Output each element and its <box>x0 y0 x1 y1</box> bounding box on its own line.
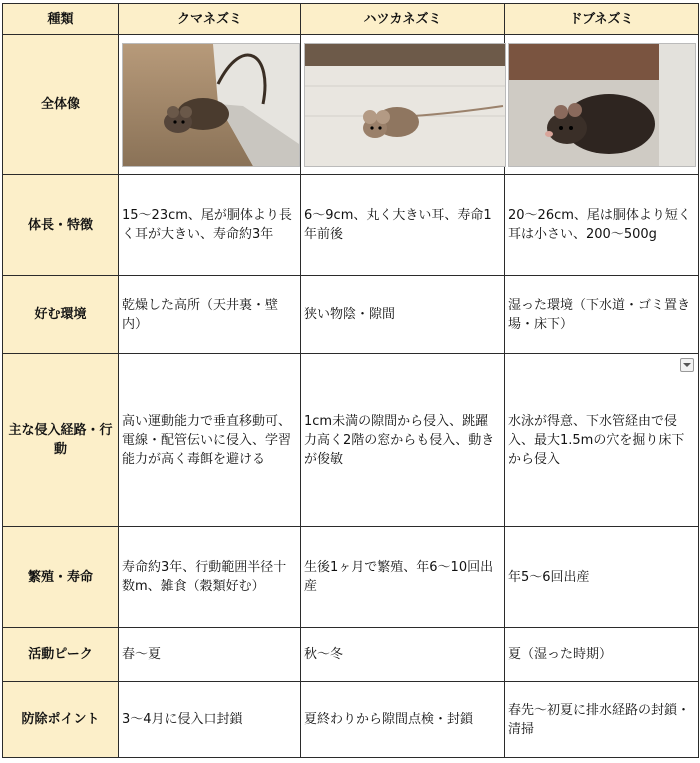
cell-roof-rat-prevention: 3〜4月に侵入口封鎖 <box>119 682 301 758</box>
roof-rat-photo <box>122 43 300 167</box>
cell-brown-rat-entry[interactable] <box>505 354 699 527</box>
table-row <box>3 354 699 527</box>
table-row <box>3 628 699 682</box>
cell-roof-rat-breeding: 寿命約3年、行動範囲半径十数m、雑食（穀類好む） <box>119 527 301 628</box>
brown-rat-photo <box>508 43 696 167</box>
cell-dropdown-icon[interactable] <box>680 358 694 372</box>
photo-cell-house-mouse <box>301 35 505 175</box>
cell-roof-rat-habitat: 乾燥した高所（天井裏・壁内） <box>119 276 301 354</box>
photo-cell-roof-rat <box>119 35 301 175</box>
cell-brown-rat-entry-text: 水泳が得意、下水管経由で侵入、最大1.5mの穴を掘り床下から侵入 <box>508 413 685 467</box>
rat-photo-icon <box>509 44 695 166</box>
row-label-breeding: 繁殖・寿命 <box>3 527 119 628</box>
row-label-entry-behavior: 主な侵入経路・行動 <box>3 354 119 527</box>
cell-brown-rat-size: 20〜26cm、尾は胴体より短く耳は小さい、200〜500g <box>505 175 699 276</box>
header-row <box>3 4 699 35</box>
row-label-size: 体長・特徴 <box>3 175 119 276</box>
table-row <box>3 527 699 628</box>
row-label-habitat: 好む環境 <box>3 276 119 354</box>
cell-brown-rat-prevention: 春先〜初夏に排水経路の封鎖・清掃 <box>505 682 699 758</box>
table-row <box>3 175 699 276</box>
cell-brown-rat-habitat: 湿った環境（下水道・ゴミ置き場・床下） <box>505 276 699 354</box>
cell-roof-rat-peak: 春〜夏 <box>119 628 301 682</box>
row-label-activity-peak: 活動ピーク <box>3 628 119 682</box>
cell-house-mouse-habitat: 狭い物陰・隙間 <box>301 276 505 354</box>
header-category: 種類 <box>3 4 119 35</box>
cell-house-mouse-peak: 秋〜冬 <box>301 628 505 682</box>
row-label-prevention: 防除ポイント <box>3 682 119 758</box>
rat-photo-icon <box>123 44 299 166</box>
row-label-photo: 全体像 <box>3 35 119 175</box>
house-mouse-photo <box>304 43 506 167</box>
cell-brown-rat-breeding: 年5〜6回出産 <box>505 527 699 628</box>
mouse-photo-icon <box>305 44 505 166</box>
header-brown-rat: ドブネズミ <box>505 4 699 35</box>
cell-roof-rat-size: 15〜23cm、尾が胴体より長く耳が大きい、寿命約3年 <box>119 175 301 276</box>
table-row <box>3 682 699 758</box>
header-roof-rat: クマネズミ <box>119 4 301 35</box>
cell-brown-rat-peak: 夏（湿った時期） <box>505 628 699 682</box>
header-house-mouse: ハツカネズミ <box>301 4 505 35</box>
cell-house-mouse-breeding: 生後1ヶ月で繁殖、年6〜10回出産 <box>301 527 505 628</box>
rat-comparison-table <box>2 3 699 758</box>
cell-roof-rat-entry: 高い運動能力で垂直移動可、電線・配管伝いに侵入、学習能力が高く毒餌を避ける <box>119 354 301 527</box>
cell-house-mouse-size: 6〜9cm、丸く大きい耳、寿命1年前後 <box>301 175 505 276</box>
table-row <box>3 276 699 354</box>
cell-house-mouse-entry: 1cm未満の隙間から侵入、跳躍力高く2階の窓からも侵入、動きが俊敏 <box>301 354 505 527</box>
photo-cell-brown-rat <box>505 35 699 175</box>
cell-house-mouse-prevention: 夏終わりから隙間点検・封鎖 <box>301 682 505 758</box>
photo-row <box>3 35 699 175</box>
